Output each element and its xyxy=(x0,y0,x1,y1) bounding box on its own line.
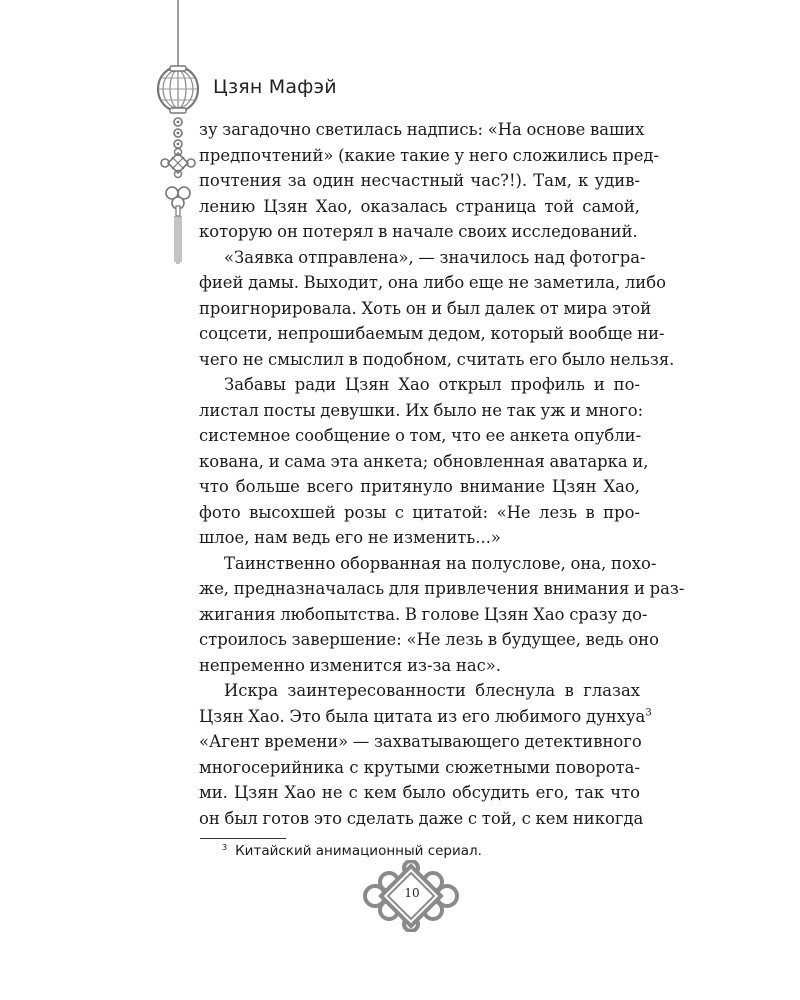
text-line-content: соцсети, непрошибаемым дедом, который вообще ни- xyxy=(199,324,665,343)
text-line-content: строилось завершение: «Не лезь в будущее, ведь оно xyxy=(199,630,659,649)
footnote-text: Китайский анимационный сериал. xyxy=(235,843,482,859)
text-line xyxy=(199,602,648,628)
text-line-content: ми. Цзян Хао не с кем было обсудить его, так что xyxy=(199,783,640,802)
text-line xyxy=(199,372,640,398)
body-text xyxy=(199,117,685,831)
text-line-content: фией дамы. Выходит, она либо еще не заметила, либо xyxy=(199,273,666,292)
text-line-content: многосерийника с крутыми сюжетными поворота- xyxy=(199,757,640,777)
text-line xyxy=(199,525,640,551)
text-line xyxy=(199,729,640,755)
text-line xyxy=(199,755,640,781)
text-line-content: Цзян Хао. Это была цитата из его любимого дунхуа xyxy=(199,706,646,726)
text-line-content: чего не смыслил в подобном, считать его было нельзя. xyxy=(199,349,675,369)
text-line-content: кована, и сама эта анкета; обновленная аватарка и, xyxy=(199,451,649,471)
text-line xyxy=(199,627,659,653)
text-line-content: «Агент времени» — захватывающего детективного xyxy=(199,732,642,751)
footnote-marker: 3 xyxy=(222,842,228,852)
text-line-content: предпочтений» (какие такие у него сложились пред- xyxy=(199,145,660,165)
text-line xyxy=(199,780,640,806)
text-line xyxy=(199,449,649,475)
text-line xyxy=(199,500,640,526)
text-line xyxy=(199,245,646,271)
text-line xyxy=(199,321,665,347)
text-line-content: проигнорировала. Хоть он и был далек от мира этой xyxy=(199,298,652,318)
text-line-content: же, предназначалась для привлечения внимания и раз- xyxy=(199,579,685,598)
text-line xyxy=(199,704,652,730)
page-number: 10 xyxy=(404,886,420,900)
text-line-content: жигания любопытства. В голове Цзян Хао сразу до- xyxy=(199,604,648,624)
text-line-content: Забавы ради Цзян Хао открыл профиль и по- xyxy=(224,375,640,394)
text-line xyxy=(199,270,666,296)
text-line-content: фото высохшей розы с цитатой: «Не лезь в про- xyxy=(199,502,640,522)
running-head-author: Цзян Мафэй xyxy=(213,76,337,98)
text-line xyxy=(199,653,640,679)
text-line-content: системное сообщение о том, что ее анкета опубли- xyxy=(199,426,642,445)
text-line xyxy=(199,347,675,373)
text-line xyxy=(199,806,644,832)
text-line xyxy=(199,296,652,322)
text-line-content: шлое, нам ведь его не изменить...» xyxy=(199,528,501,547)
footnote-divider xyxy=(200,838,286,839)
text-line xyxy=(199,423,640,449)
text-line xyxy=(199,194,640,220)
text-line-content: непременно изменится из-за нас». xyxy=(199,655,502,675)
text-line xyxy=(199,168,640,194)
text-line-content: листал посты девушки. Их было не так уж и много: xyxy=(199,400,644,420)
text-line xyxy=(199,678,640,704)
text-line xyxy=(199,474,640,500)
text-line-content: он был готов это сделать даже с той, с кем никогда xyxy=(199,808,644,828)
text-line xyxy=(199,219,640,245)
text-line-content: почтения за один несчастный час?!). Там, к удив- xyxy=(199,171,640,190)
text-line xyxy=(199,117,645,143)
text-line-content: «Заявка отправлена», — значилось над фотогра- xyxy=(224,247,646,267)
text-line xyxy=(199,143,660,169)
footnote-reference: 3 xyxy=(645,707,652,719)
text-line-content: которую он потерял в начале своих исследований. xyxy=(199,222,638,241)
text-line-content: Искра заинтересованности блеснула в глазах xyxy=(224,681,640,700)
text-line-content: лению Цзян Хао, оказалась страница той самой, xyxy=(199,196,640,216)
text-line xyxy=(199,551,657,577)
text-line-content: что больше всего притянуло внимание Цзян Хао, xyxy=(199,477,640,496)
footnote xyxy=(222,843,482,859)
text-line-content: Таинственно оборванная на полуслове, она, похо- xyxy=(224,553,657,573)
text-line xyxy=(199,576,685,602)
text-line-content: зу загадочно светилась надпись: «На основе ваших xyxy=(199,120,645,139)
text-line xyxy=(199,398,644,424)
